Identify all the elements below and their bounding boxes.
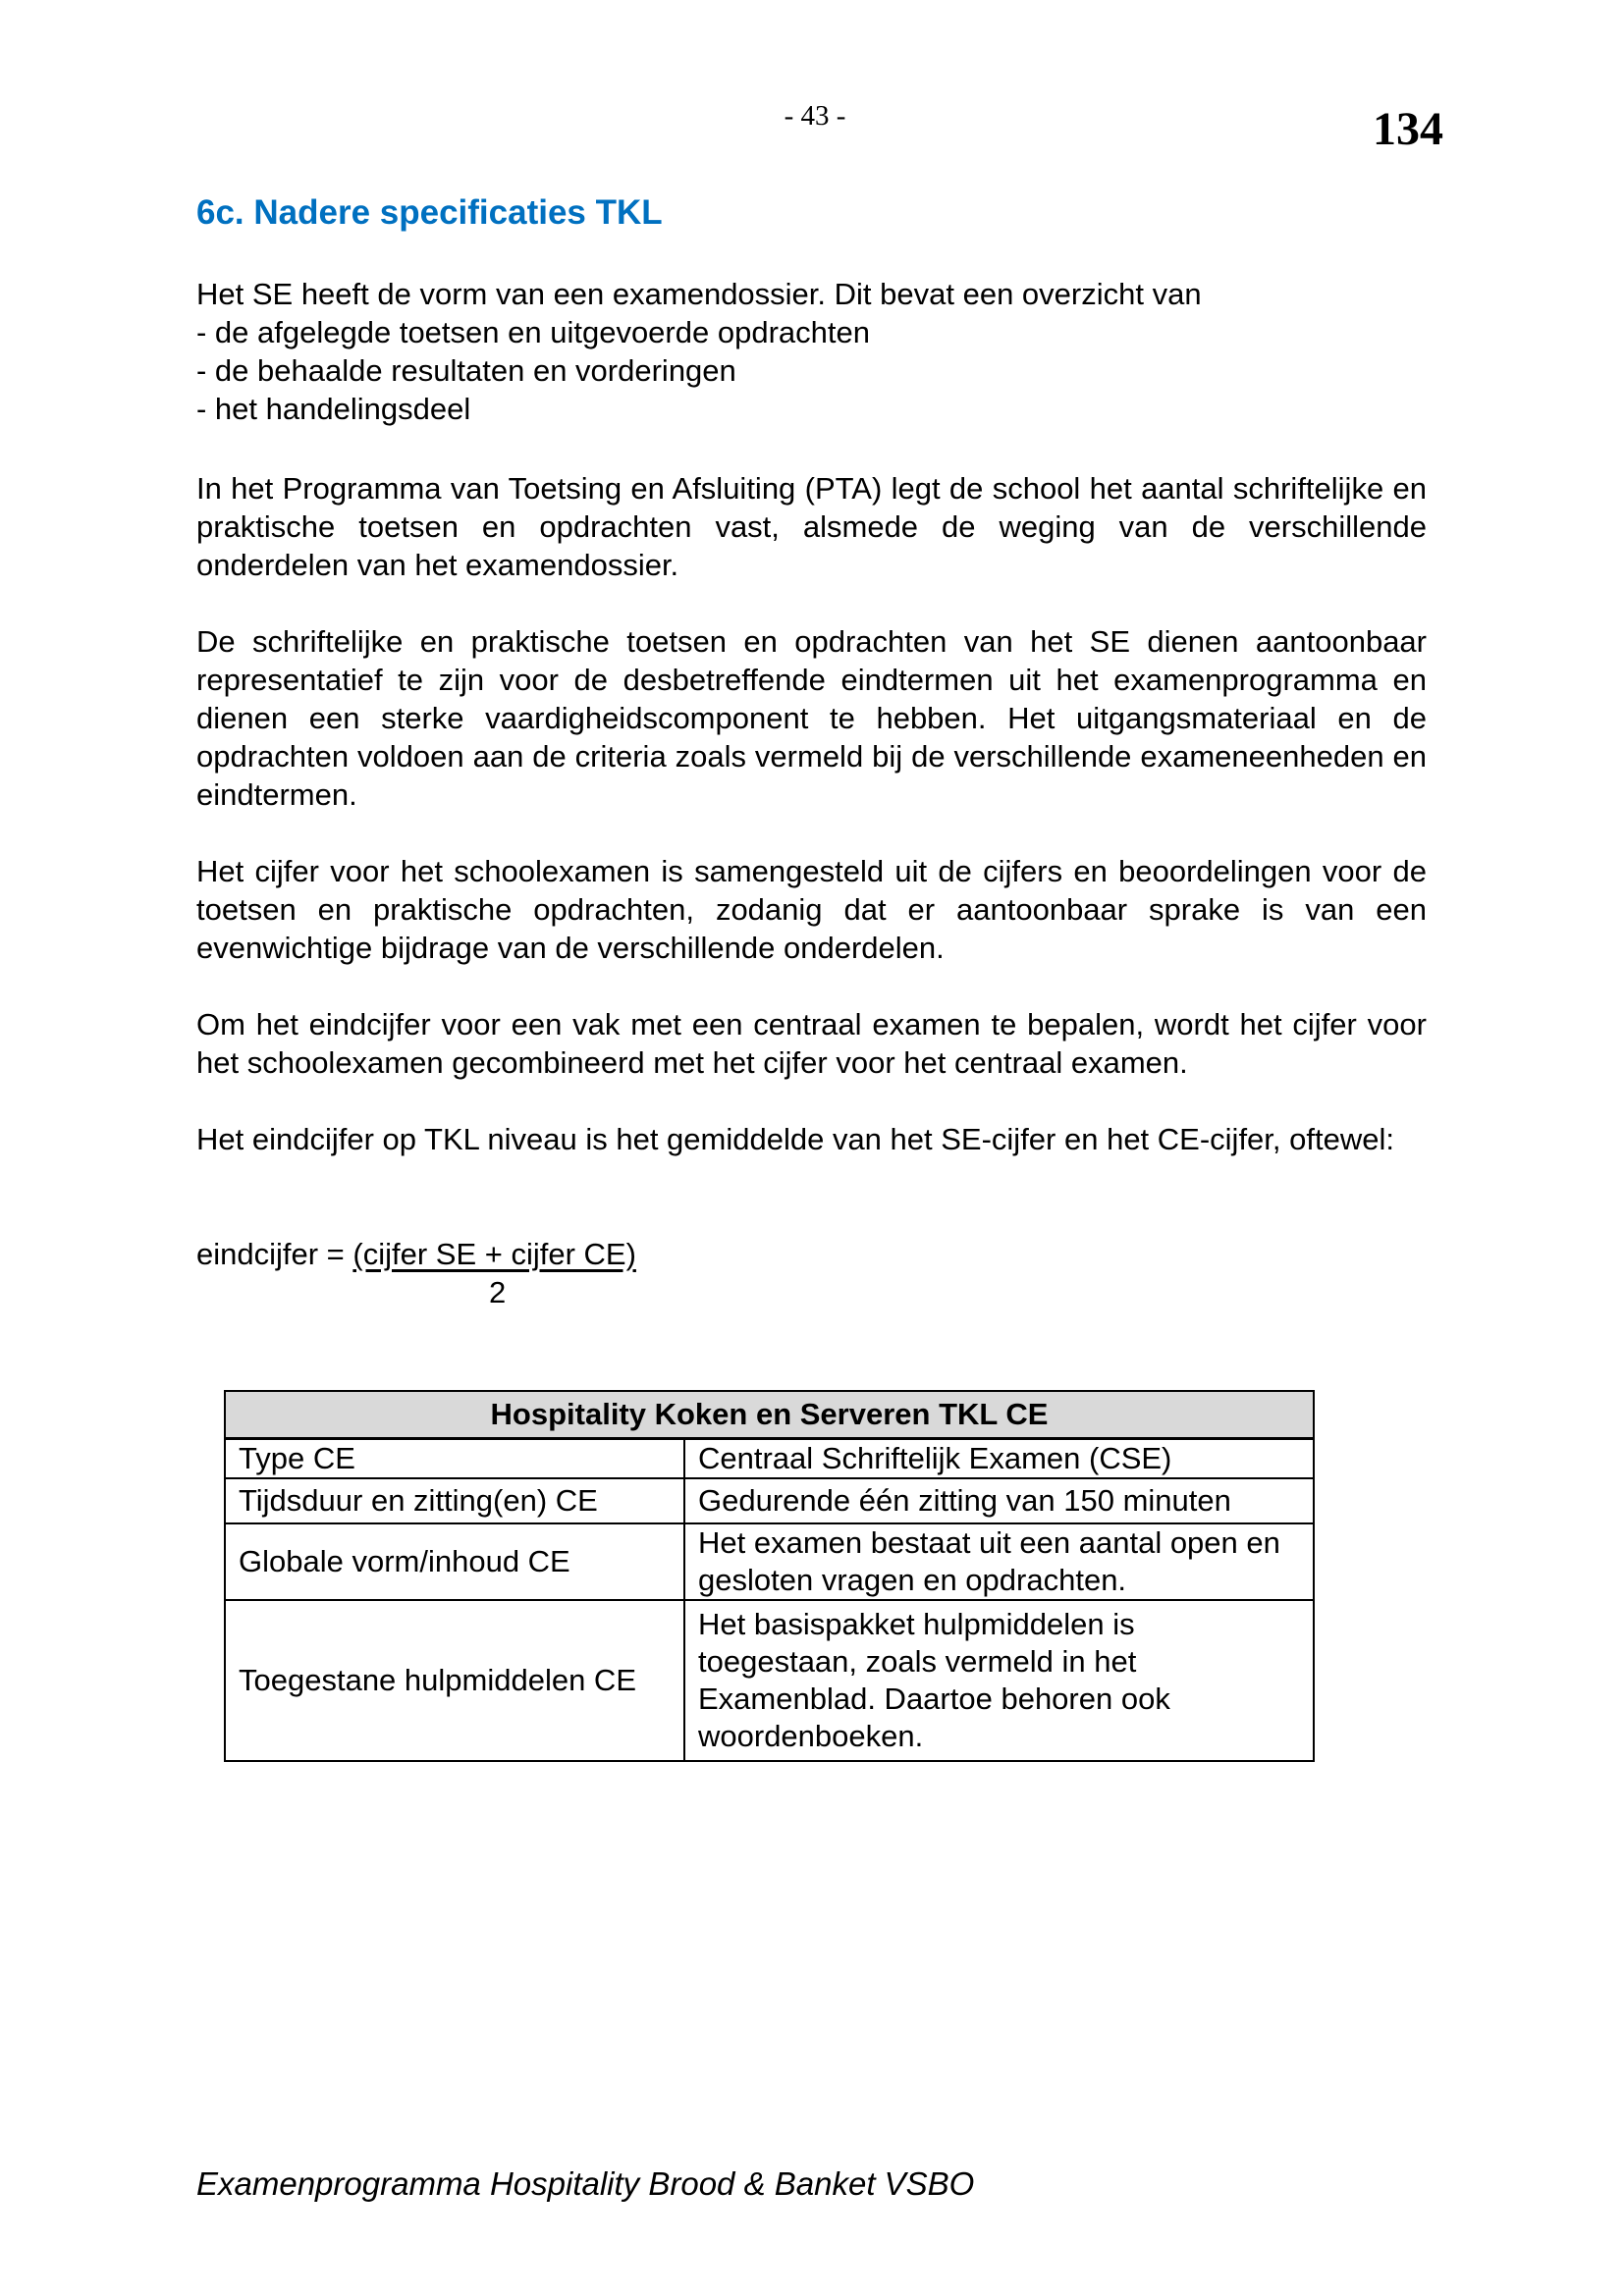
row-value: Het examen bestaat uit een aantal open en gesloten vragen en opdrachten. — [684, 1523, 1314, 1600]
page-footer: Examenprogramma Hospitality Brood & Banket VSBO — [196, 2165, 975, 2202]
paragraph-examendossier — [196, 275, 1427, 428]
ce-specification-table — [224, 1390, 1315, 1762]
page-number: 134 — [1373, 103, 1443, 155]
paragraph-intro: Het SE heeft de vorm van een examendossier. Dit bevat een overzicht van — [196, 277, 1202, 311]
table-row — [225, 1600, 1314, 1761]
section-title: 6c. Nadere specificaties TKL — [196, 193, 663, 232]
paragraph-eindcijfer-tkl: Het eindcijfer op TKL niveau is het gemiddelde van het SE-cijfer en het CE-cijfer, oftewel: — [196, 1122, 1394, 1156]
row-label: Toegestane hulpmiddelen CE — [225, 1600, 684, 1761]
row-value: Gedurende één zitting van 150 minuten — [684, 1478, 1314, 1523]
formula-denominator: 2 — [489, 1275, 507, 1309]
row-value: Het basispakket hulpmiddelen is toegestaan, zoals vermeld in het Examenblad. Daartoe behoren ook woordenboeken. — [684, 1600, 1314, 1761]
formula-numerator: (cijfer SE + cijfer CE) — [352, 1237, 636, 1271]
row-label: Type CE — [225, 1439, 684, 1479]
list-item: - de afgelegde toetsen en uitgevoerde opdrachten — [196, 315, 870, 349]
formula-lhs: eindcijfer = — [196, 1237, 353, 1271]
paragraph-representatief: De schriftelijke en praktische toetsen en opdrachten van het SE dienen aantoonbaar representatief te zijn voor de desbetreffende eindtermen uit het examenprogramma en dienen een sterke vaardigheidscomponent te hebben. Het uitgangsmateriaal en de opdrachten voldoen aan de criteria zoals vermeld bij de verschillende exameneenheden en eindtermen. — [196, 624, 1427, 812]
table-title: Hospitality Koken en Serveren TKL CE — [225, 1391, 1314, 1439]
table-row — [225, 1478, 1314, 1523]
table-row — [225, 1523, 1314, 1600]
row-label: Globale vorm/inhoud CE — [225, 1523, 684, 1600]
list-item: - het handelingsdeel — [196, 392, 471, 426]
paragraph-eindcijfer-bepalen: Om het eindcijfer voor een vak met een centraal examen te bepalen, wordt het cijfer voor het schoolexamen gecombineerd met het cijfer voor het centraal examen. — [196, 1007, 1427, 1080]
table-row — [225, 1439, 1314, 1479]
eindcijfer-formula — [196, 1235, 636, 1273]
paragraph-pta: In het Programma van Toetsing en Afsluiting (PTA) legt de school het aantal schriftelijke en praktische toetsen en opdrachten vast, alsmede de weging van de verschillende onderdelen van het examendossier. — [196, 471, 1427, 582]
row-label: Tijdsduur en zitting(en) CE — [225, 1478, 684, 1523]
row-value: Centraal Schriftelijk Examen (CSE) — [684, 1439, 1314, 1479]
list-item: - de behaalde resultaten en vorderingen — [196, 353, 736, 388]
paragraph-schoolexamen-cijfer: Het cijfer voor het schoolexamen is samengesteld uit de cijfers en beoordelingen voor de toetsen en praktische opdrachten, zodanig dat er aantoonbaar sprake is van een evenwichtige bijdrage van de verschillende onderdelen. — [196, 854, 1427, 965]
page-label: - 43 - — [784, 100, 846, 132]
